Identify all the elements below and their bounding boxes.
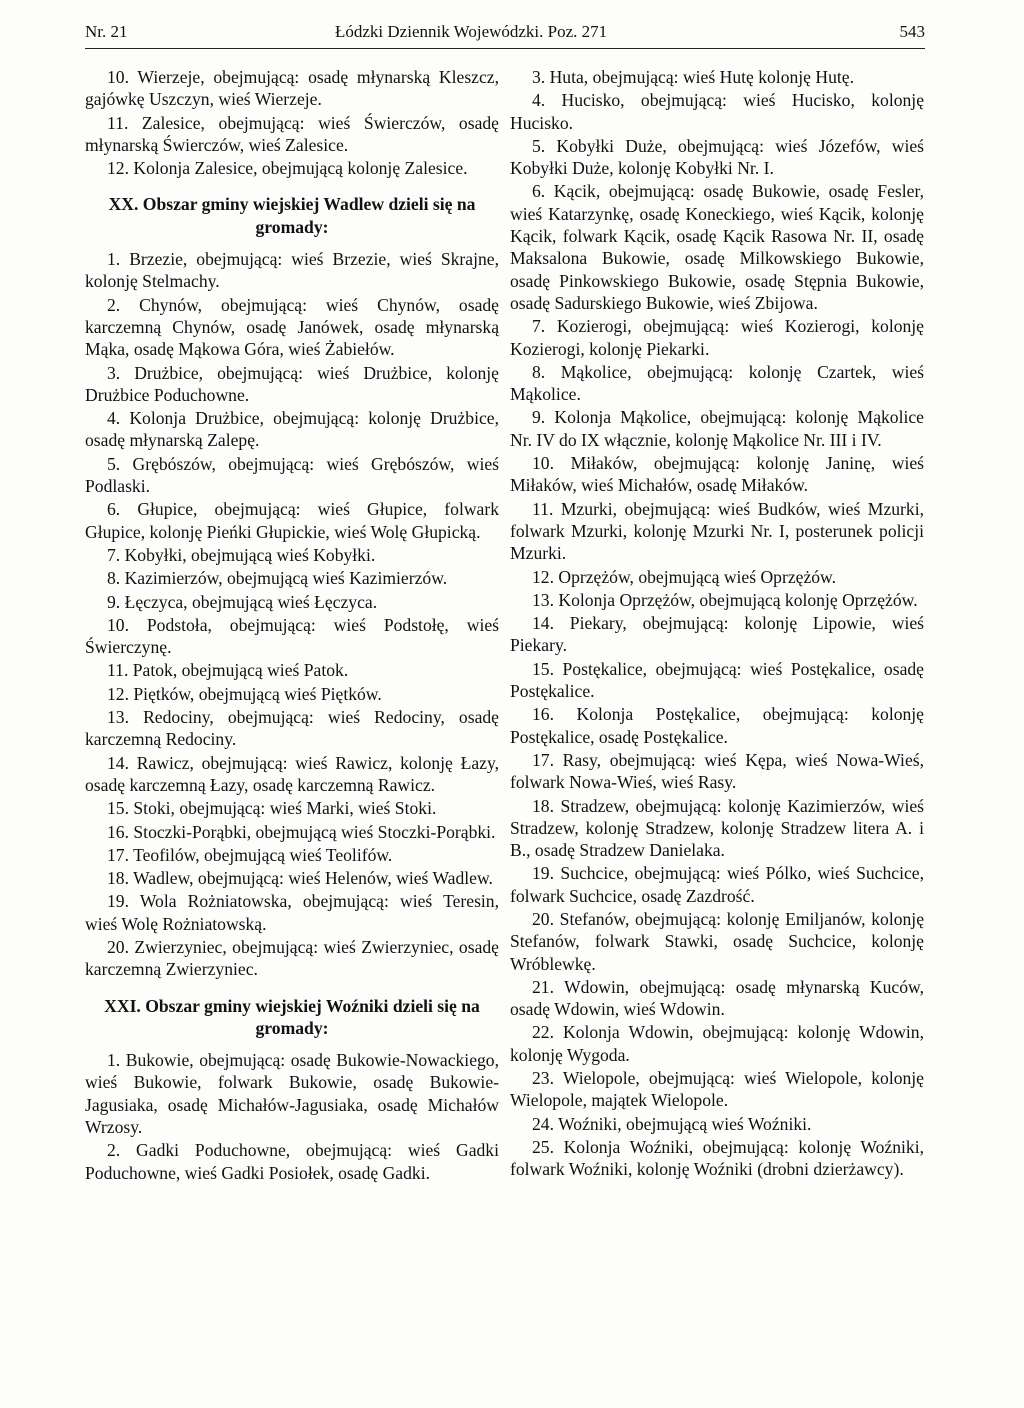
list-item: 8. Mąkolice, obejmującą: kolonję Czartek, wieś Mąkolice. [510,361,924,405]
list-item: 13. Kolonja Oprzężów, obejmującą kolonję Oprzężów. [532,589,918,610]
list-item: 8. Kazimierzów, obejmującą wieś Kazimierzów. [107,568,448,589]
issue-number: Nr. 21 [85,22,128,41]
list-item: 2. Gadki Poduchowne, obejmującą: wieś Gadki Poduchowne, wieś Gadki Posiołek, osadę Gadki. [85,1140,499,1183]
list-item: 6. Kącik, obejmującą: osadę Bukowie, osadę Fesler, wieś Katarzynkę, osadę Koneckiego, wieś Kącik, kolonję Kącik, folwark Kącik, osadę Kącik Rasowa Nr. II, osadę Maksalona Bukowie, osadę Milkowskiego Bukowie, osadę Pinkowskiego Bukowie, osadę Stępnia Bukowie, osadę Sadurskiego Bukowie, wieś Zbijowa. [510,181,924,313]
list-item: 21. Wdowin, obejmującą: osadę młynarską Kuców, osadę Wdowin, wieś Wdowin. [510,976,924,1020]
list-item: 13. Redociny, obejmującą: wieś Redociny, osadę karczemną Redociny. [85,707,499,750]
list-item: 11. Mzurki, obejmującą: wieś Budków, wieś Mzurki, folwark Mzurki, kolonję Mzurki Nr. I, posterunek policji Mzurki. [510,498,924,564]
list-item: 1. Bukowie, obejmującą: osadę Bukowie-Nowackiego, wieś Bukowie, folwark Bukowie, osadę Bukowie-Jagusiaka, osadę Michałów-Jagusiaka, osadę Michałów Wrzosy. [85,1050,499,1138]
list-item: 12. Piętków, obejmującą wieś Piętków. [107,683,382,704]
list-item: 25. Kolonja Woźniki, obejmującą: kolonję Woźniki, folwark Woźniki, kolonję Woźniki (drobni dzierżawcy). [510,1136,924,1180]
list-item: 11. Zalesice, obejmującą: wieś Świerczów, osadę młynarską Świerczów, wieś Zalesice. [85,112,499,155]
journal-title: Łódzki Dziennik Wojewódzki. Poz. 271 [335,22,608,41]
list-item: 10. Wierzeje, obejmującą: osadę młynarską Kleszcz, gajówkę Uszczyn, wieś Wierzeje. [85,67,499,110]
list-item: 18. Wadlew, obejmującą: wieś Helenów, wieś Wadlew. [107,868,493,889]
list-item: 15. Stoki, obejmującą: wieś Marki, wieś Stoki. [107,798,437,819]
list-item: 4. Hucisko, obejmującą: wieś Hucisko, kolonję Hucisko. [510,90,924,133]
list-item: 3. Drużbice, obejmującą: wieś Drużbice, kolonję Drużbice Poduchowne. [85,362,499,405]
list-item: 18. Stradzew, obejmującą: kolonję Kazimierzów, wieś Stradzew, kolonję Stradzew, kolonję Stradzew litera A. i B., osadę Stradzew Danielaka. [510,795,924,861]
list-item: 14. Rawicz, obejmującą: wieś Rawicz, kolonję Łazy, osadę karczemną Łazy, osadę karczemną Rawicz. [85,752,499,795]
list-item: 1. Brzezie, obejmującą: wieś Brzezie, wieś Skrajne, kolonję Stelmachy. [85,249,499,292]
list-item: 20. Stefanów, obejmującą: kolonję Emiljanów, kolonję Stefanów, folwark Stawki, osadę Suchcice, kolonję Wróblewkę. [510,908,924,974]
list-item: 22. Kolonja Wdowin, obejmującą: kolonję Wdowin, kolonję Wygoda. [510,1022,924,1065]
section-heading: XX. Obszar gminy wiejskiej Wadlew dzieli się na gromady: [108,194,476,237]
list-item: 3. Huta, obejmującą: wieś Hutę kolonję Hutę. [532,67,854,87]
left-column [85,66,499,1185]
list-item: 24. Woźniki, obejmującą wieś Woźniki. [532,1113,812,1134]
list-item: 2. Chynów, obejmującą: wieś Chynów, osadę karczemną Chynów, osadę Janówek, osadę młynarską Mąka, osadę Mąkowa Góra, wieś Żabiełów. [85,294,499,360]
list-item: 10. Podstoła, obejmującą: wieś Podstołę, wieś Świerczynę. [85,614,499,658]
list-item: 7. Kobyłki, obejmującą wieś Kobyłki. [107,544,376,565]
list-item: 10. Miłaków, obejmującą: kolonję Janinę, wieś Miłaków, wieś Michałów, osadę Miłaków. [510,453,924,496]
list-item: 16. Kolonja Postękalice, obejmującą: kolonję Postękalice, osadę Postękalice. [510,704,924,747]
list-item: 15. Postękalice, obejmującą: wieś Postękalice, osadę Postękalice. [510,658,924,702]
right-column [510,66,924,1182]
list-item: 23. Wielopole, obejmującą: wieś Wielopole, kolonję Wielopole, majątek Wielopole. [510,1068,924,1111]
list-item: 20. Zwierzyniec, obejmującą: wieś Zwierzyniec, osadę karczemną Zwierzyniec. [85,936,499,980]
list-item: 17. Rasy, obejmującą: wieś Kępa, wieś Nowa-Wieś, folwark Nowa-Wieś, wieś Rasy. [510,749,924,793]
page-number: 543 [899,22,925,41]
list-item: 11. Patok, obejmującą wieś Patok. [107,660,349,681]
list-item: 16. Stoczki-Porąbki, obejmującą wieś Stoczki-Porąbki. [107,821,496,842]
list-item: 6. Głupice, obejmującą: wieś Głupice, folwark Głupice, kolonję Pieńki Głupickie, wieś Wolę Głupicką. [85,499,499,542]
list-item: 17. Teofilów, obejmującą wieś Teolifów. [107,844,393,865]
list-item: 12. Oprzężów, obejmującą wieś Oprzężów. [532,566,837,587]
list-item: 19. Suchcice, obejmującą: wieś Pólko, wieś Suchcice, folwark Suchcice, osadę Zazdrość. [510,863,924,906]
page-header [85,22,925,49]
list-item: 14. Piekary, obejmującą: kolonję Lipowie, wieś Piekary. [510,613,924,656]
list-item: 9. Łęczyca, obejmującą wieś Łęczyca. [107,591,378,612]
list-item: 9. Kolonja Mąkolice, obejmującą: kolonję Mąkolice Nr. IV do IX włącznie, kolonję Mąkolice Nr. III i IV. [510,407,924,450]
list-item: 4. Kolonja Drużbice, obejmującą: kolonję Drużbice, osadę młynarską Zalepę. [85,408,499,451]
list-item: 5. Kobyłki Duże, obejmującą: wieś Józefów, wieś Kobyłki Duże, kolonję Kobyłki Nr. I. [510,135,924,179]
section-heading: XXI. Obszar gminy wiejskiej Woźniki dzieli się na gromady: [104,995,480,1038]
list-item: 5. Grębószów, obejmującą: wieś Grębószów, wieś Podlaski. [85,453,499,497]
list-item: 19. Wola Rożniatowska, obejmującą: wieś Teresin, wieś Wolę Rożniatowską. [85,891,499,934]
list-item: 7. Kozierogi, obejmującą: wieś Kozierogi, kolonję Kozierogi, kolonję Piekarki. [510,316,924,359]
list-item: 12. Kolonja Zalesice, obejmującą kolonję Zalesice. [107,158,468,179]
